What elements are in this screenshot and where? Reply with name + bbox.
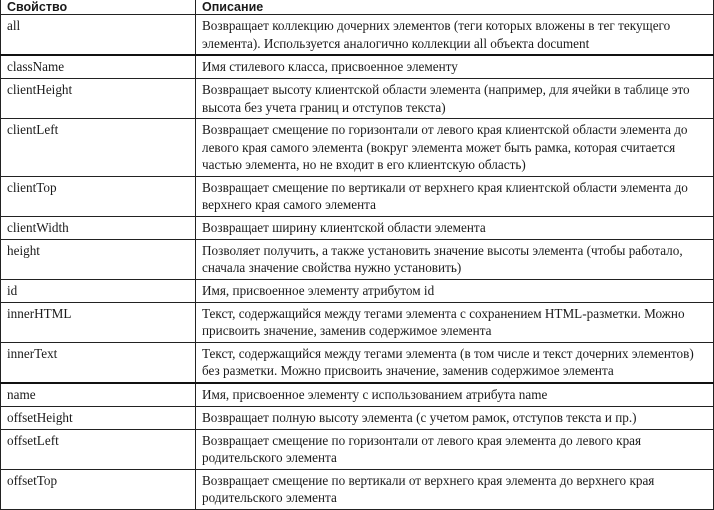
description-cell: Возвращает смещение по вертикали от верхнего края клиентской области элемента до верхнего края самого элемента [196,176,714,216]
description-cell: Возвращает ширину клиентской области элемента [196,216,714,239]
property-cell: className [1,55,196,79]
property-cell: clientTop [1,176,196,216]
table-row [1,79,714,119]
property-cell: offsetHeight [1,406,196,429]
property-cell: clientLeft [1,119,196,177]
table-row [1,429,714,469]
header-description: Описание [196,0,714,15]
table-row [1,239,714,279]
description-cell: Имя, присвоенное элементу атрибутом id [196,279,714,302]
property-cell: offsetTop [1,469,196,509]
table-row [1,469,714,509]
table-row [1,176,714,216]
description-cell: Позволяет получить, а также установить значение высоты элемента (чтобы работало, сначала значение свойства нужно установить) [196,239,714,279]
table-row [1,302,714,342]
table-row [1,15,714,56]
table-row [1,342,714,383]
description-cell: Возвращает смещение по вертикали от верхнего края элемента до верхнего края родительского элемента [196,469,714,509]
property-cell: offsetLeft [1,429,196,469]
table-row [1,216,714,239]
description-cell: Имя стилевого класса, присвоенное элементу [196,55,714,79]
property-cell: name [1,383,196,407]
property-cell: innerText [1,342,196,383]
table-row [1,119,714,177]
table-row [1,406,714,429]
property-cell: clientWidth [1,216,196,239]
table-row [1,279,714,302]
header-property: Свойство [1,0,196,15]
property-cell: innerHTML [1,302,196,342]
description-cell: Текст, содержащийся между тегами элемента (в том числе и текст дочерних элементов) без разметки. Можно присвоить значение, заменив содержимое элемента [196,342,714,383]
table-header-row [1,0,714,15]
property-cell: all [1,15,196,56]
description-cell: Текст, содержащийся между тегами элемента с сохранением HTML-разметки. Можно присвоить значение, заменив содержимое элемента [196,302,714,342]
property-cell: height [1,239,196,279]
description-cell: Имя, присвоенное элементу с использованием атрибута name [196,383,714,407]
description-cell: Возвращает коллекцию дочерних элементов (теги которых вложены в тег текущего элемента). Используется аналогично коллекции all объекта document [196,15,714,56]
table-row [1,55,714,79]
property-cell: id [1,279,196,302]
description-cell: Возвращает смещение по горизонтали от левого края клиентской области элемента до левого края самого элемента (вокруг элемента может быть рамка, которая считается частью элемента, но не входит в его клиентскую область) [196,119,714,177]
description-cell: Возвращает смещение по горизонтали от левого края элемента до левого края родительского элемента [196,429,714,469]
table-row [1,383,714,407]
description-cell: Возвращает полную высоту элемента (с учетом рамок, отступов текста и пр.) [196,406,714,429]
description-cell: Возвращает высоту клиентской области элемента (например, для ячейки в таблице это высота без учета границ и отступов текста) [196,79,714,119]
property-cell: clientHeight [1,79,196,119]
